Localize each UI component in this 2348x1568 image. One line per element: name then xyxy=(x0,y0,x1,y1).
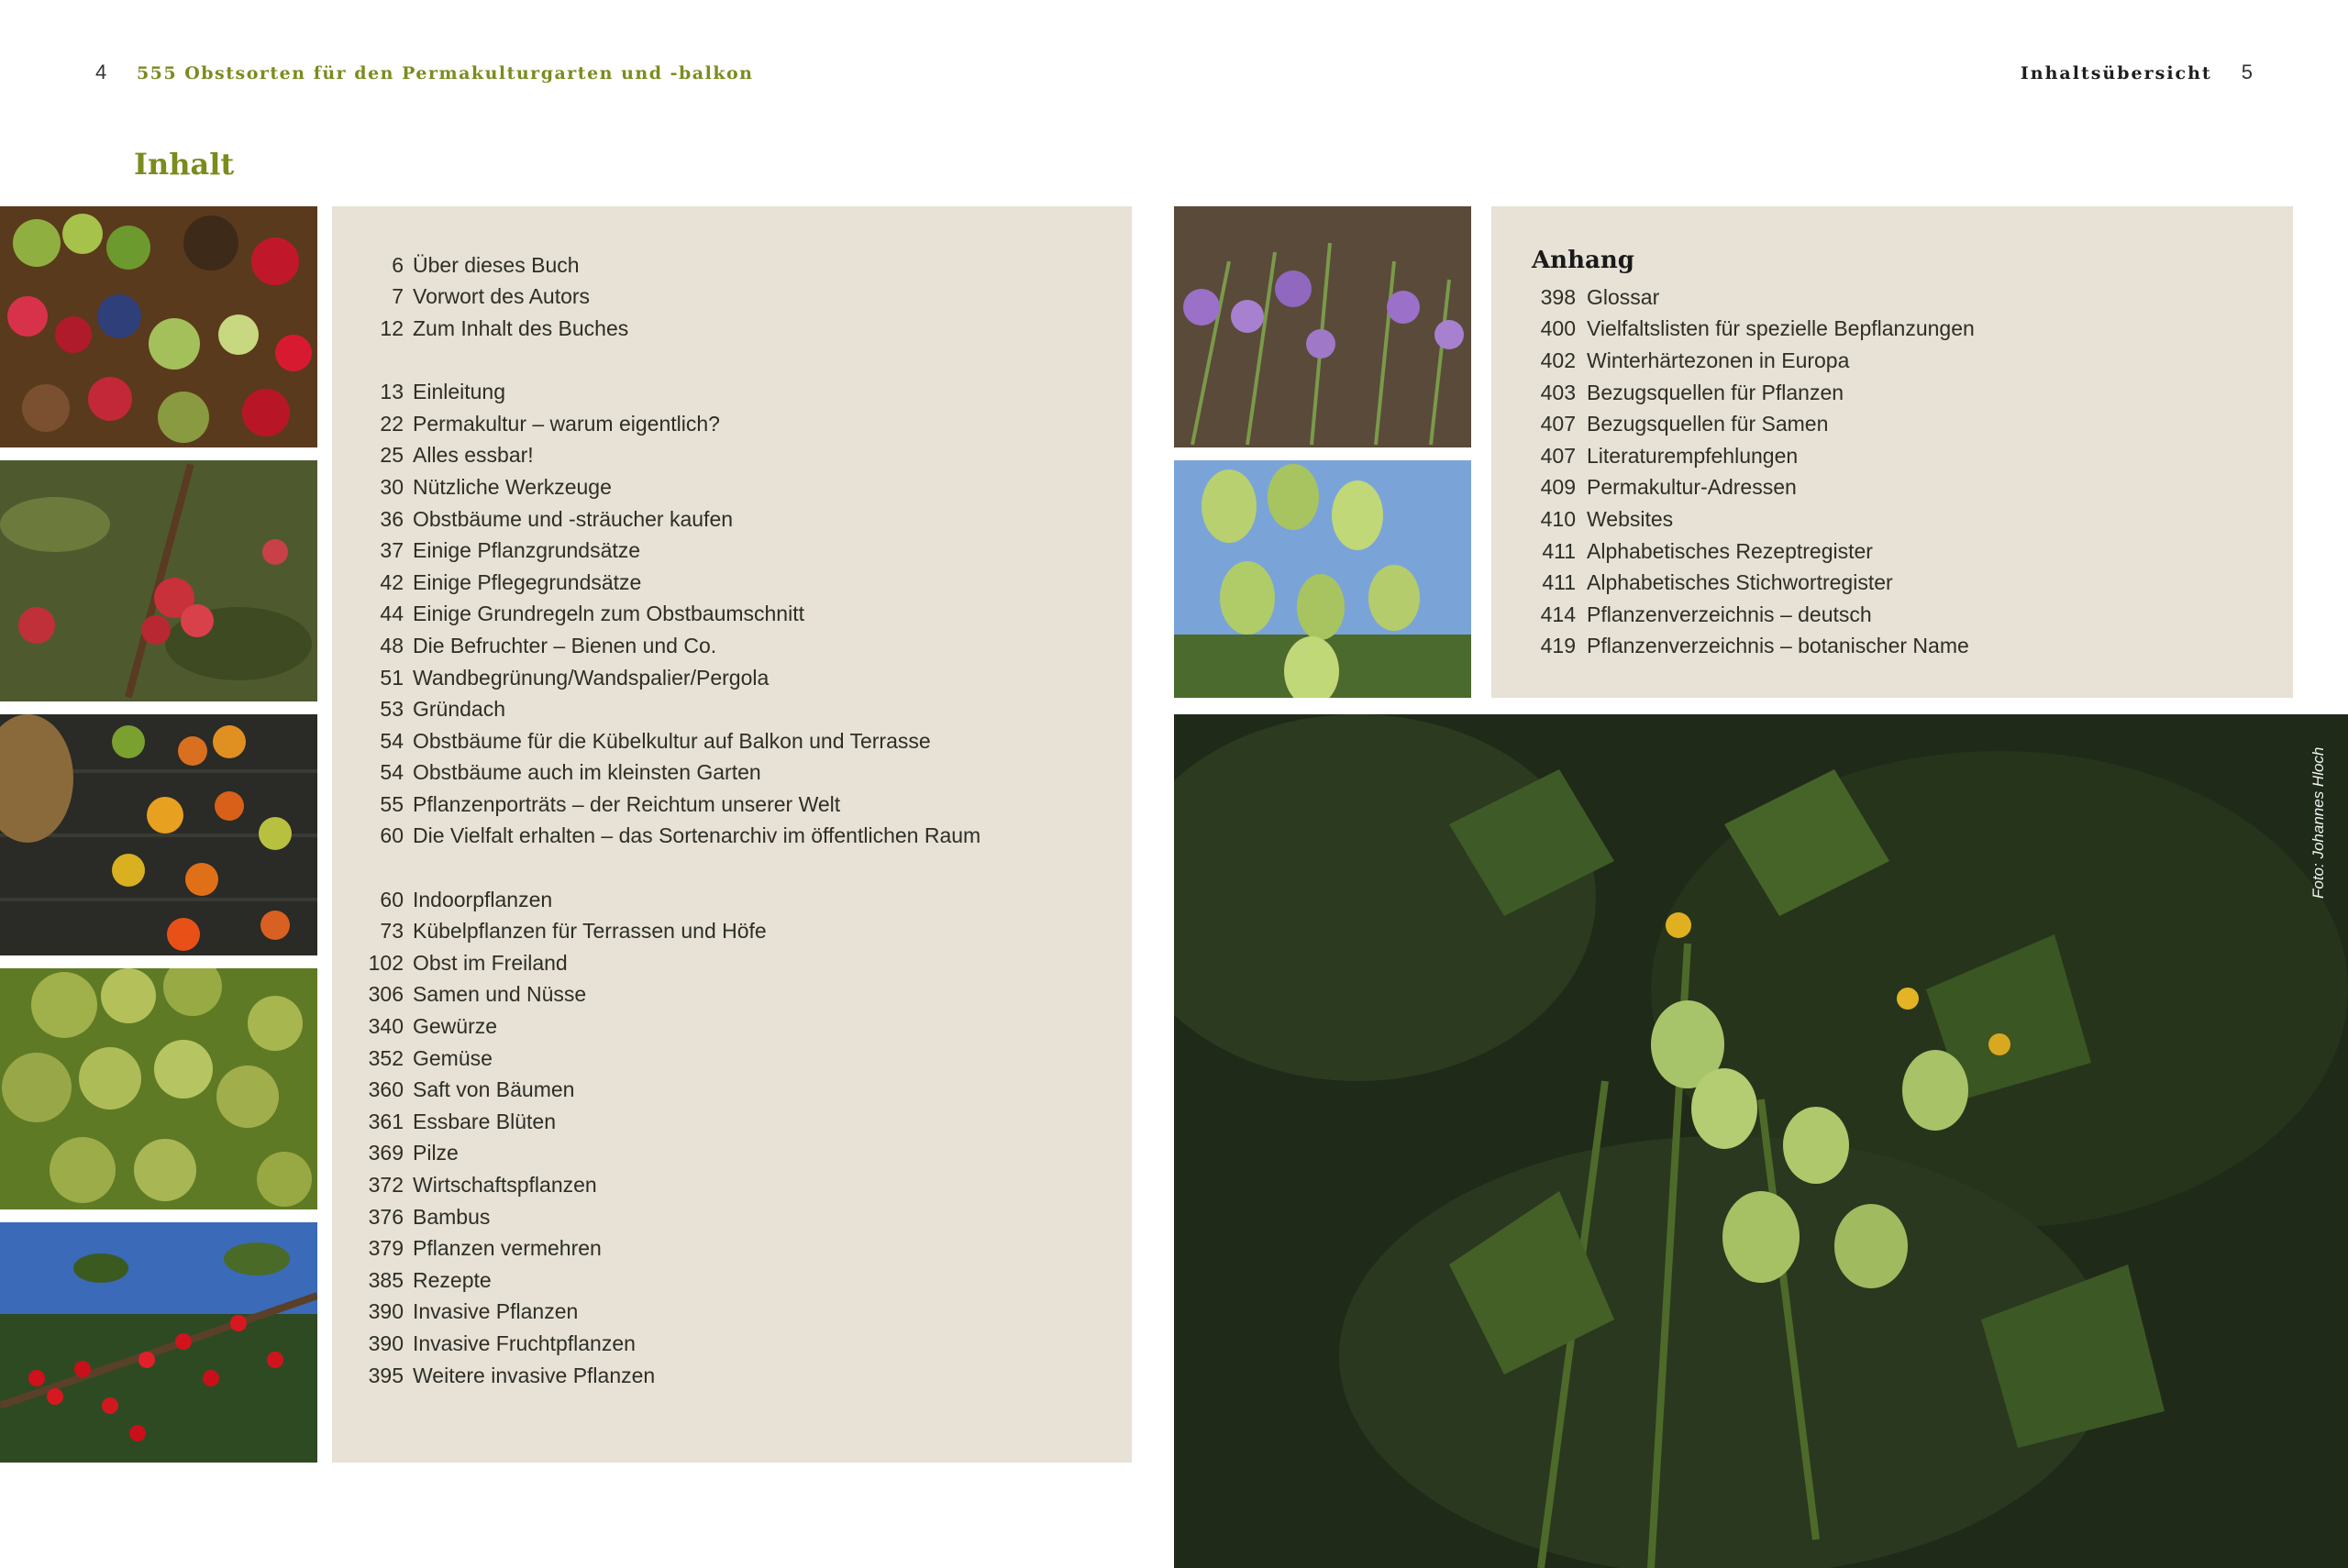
toc-page-number: 419 xyxy=(1540,634,1576,658)
toc-page-number: 60 xyxy=(380,823,404,848)
toc-entry xyxy=(1491,536,1975,568)
toc-entry-title: Gemüse xyxy=(413,1045,493,1070)
toc-entry-title: Gewürze xyxy=(413,1014,498,1039)
toc-page-number: 376 xyxy=(368,1204,404,1229)
page-number-right: 5 xyxy=(2241,61,2253,83)
toc-entry-title: Über dieses Buch xyxy=(413,252,580,277)
toc-entry xyxy=(1491,631,1975,663)
toc-entry-title: Pflanzen vermehren xyxy=(413,1236,602,1261)
toc-entry-title: Gründach xyxy=(413,697,506,722)
toc-entry-title: Vorwort des Autors xyxy=(413,284,591,309)
toc-entry-title: Saft von Bäumen xyxy=(413,1077,575,1102)
toc-page-number: 398 xyxy=(1540,284,1576,309)
toc-entry xyxy=(332,1106,980,1138)
toc-entry xyxy=(332,979,980,1011)
toc-entry-title: Alphabetisches Rezeptregister xyxy=(1587,538,1873,563)
toc-entry xyxy=(332,821,980,853)
toc-entry-title: Zum Inhalt des Buches xyxy=(413,315,629,340)
toc-entry xyxy=(332,1169,980,1201)
running-header-left xyxy=(95,61,753,84)
photo-apple-branch xyxy=(0,460,317,701)
toc-page-number: 25 xyxy=(380,443,404,468)
toc-entry xyxy=(332,567,980,599)
photo-physalis-plant xyxy=(1174,714,2348,1568)
toc-entry xyxy=(332,535,980,567)
toc-entry xyxy=(332,1043,980,1075)
toc-page-number: 390 xyxy=(368,1331,404,1355)
toc-entry-title: Einleitung xyxy=(413,380,506,404)
toc-page-number: 403 xyxy=(1540,380,1576,404)
toc-entry xyxy=(332,471,980,503)
toc-page-number: 6 xyxy=(392,252,404,277)
toc-page-number: 7 xyxy=(392,284,404,309)
toc-page-number: 361 xyxy=(368,1109,404,1133)
toc-entry-title: Permakultur-Adressen xyxy=(1587,475,1797,500)
toc-entry xyxy=(332,1297,980,1329)
toc-entry xyxy=(332,693,980,725)
toc-entry-title: Pflanzenverzeichnis – deutsch xyxy=(1587,602,1872,626)
toc-entry xyxy=(332,630,980,662)
photo-credit: Foto: Johannes Hloch xyxy=(2309,746,2327,899)
toc-page-number: 411 xyxy=(1542,570,1576,595)
toc-page-number: 360 xyxy=(368,1077,404,1102)
toc-entry-title: Pilze xyxy=(413,1141,459,1165)
toc-entry-title: Die Vielfalt erhalten – das Sortenarchiv im öffentlichen Raum xyxy=(413,823,981,848)
toc-entry-title: Nützliche Werkzeuge xyxy=(413,474,612,499)
toc-entry xyxy=(332,662,980,694)
toc-page-number: 379 xyxy=(368,1236,404,1261)
toc-entry xyxy=(1491,503,1975,536)
toc-main-panel xyxy=(332,206,1132,1463)
toc-page-number: 372 xyxy=(368,1173,404,1198)
toc-page-number: 369 xyxy=(368,1141,404,1165)
toc-page-number: 395 xyxy=(368,1363,404,1387)
photo-fruit-on-table xyxy=(0,714,317,955)
toc-entry xyxy=(1491,282,1975,314)
toc-entry xyxy=(332,947,980,979)
toc-appendix-list xyxy=(1491,282,1975,662)
toc-entry-title: Alphabetisches Stichwortregister xyxy=(1587,570,1893,595)
toc-entry xyxy=(332,503,980,536)
toc-entry xyxy=(332,599,980,631)
toc-entry xyxy=(1491,345,1975,377)
toc-page-number: 340 xyxy=(368,1014,404,1039)
toc-page-number: 30 xyxy=(380,474,404,499)
toc-entry xyxy=(332,282,980,314)
photo-crocus xyxy=(1174,206,1471,447)
photo-hops xyxy=(1174,460,1471,698)
appendix-title: Anhang xyxy=(1532,247,1634,274)
toc-entry xyxy=(332,376,980,408)
toc-entry xyxy=(1491,472,1975,504)
toc-entry xyxy=(332,1074,980,1106)
toc-entry-title: Literaturempfehlungen xyxy=(1587,443,1799,468)
toc-entry xyxy=(332,1201,980,1233)
toc-page-number: 60 xyxy=(380,887,404,911)
running-header-right xyxy=(2021,61,2253,84)
toc-page-number: 402 xyxy=(1540,348,1576,372)
toc-entry xyxy=(332,915,980,947)
toc-page-number: 37 xyxy=(380,538,404,563)
toc-entry xyxy=(332,725,980,757)
toc-entry-title: Invasive Pflanzen xyxy=(413,1299,579,1324)
toc-entry-title: Einige Grundregeln zum Obstbaumschnitt xyxy=(413,602,804,626)
toc-page-number: 54 xyxy=(380,728,404,753)
toc-page-number: 407 xyxy=(1540,412,1576,436)
toc-page-number: 53 xyxy=(380,697,404,722)
toc-entry-title: Bezugsquellen für Samen xyxy=(1587,412,1829,436)
toc-entry-title: Weitere invasive Pflanzen xyxy=(413,1363,656,1387)
toc-page-number: 54 xyxy=(380,760,404,785)
book-title: 555 Obstsorten für den Permakulturgarten und -balkon xyxy=(136,63,754,83)
toc-entry xyxy=(1491,314,1975,346)
toc-entry xyxy=(332,1264,980,1297)
toc-entry xyxy=(1491,408,1975,440)
toc-entry-title: Websites xyxy=(1587,506,1674,531)
toc-entry xyxy=(1491,377,1975,409)
toc-entry-title: Samen und Nüsse xyxy=(413,982,587,1007)
toc-entry-title: Kübelpflanzen für Terrassen und Höfe xyxy=(413,919,767,944)
toc-entry xyxy=(1491,440,1975,472)
toc-page-number: 409 xyxy=(1540,475,1576,500)
toc-entry-title: Wandbegrünung/Wandspalier/Pergola xyxy=(413,665,770,690)
photo-gooseberries xyxy=(0,968,317,1209)
toc-page-number: 407 xyxy=(1540,443,1576,468)
toc-entry-title: Pflanzenporträts – der Reichtum unserer Welt xyxy=(413,791,841,816)
toc-entry-title: Obstbäume auch im kleinsten Garten xyxy=(413,760,761,785)
toc-page-number: 102 xyxy=(368,950,404,975)
toc-page-number: 55 xyxy=(380,791,404,816)
section-title: Inhalt xyxy=(134,147,235,182)
toc-entry-title: Glossar xyxy=(1587,284,1660,309)
toc-page-number: 73 xyxy=(380,919,404,944)
toc-entry-title: Pflanzenverzeichnis – botanischer Name xyxy=(1587,634,1969,658)
toc-entry-title: Wirtschaftspflanzen xyxy=(413,1173,597,1198)
toc-entry-title: Permakultur – warum eigentlich? xyxy=(413,411,720,436)
toc-page-number: 414 xyxy=(1540,602,1576,626)
toc-entry xyxy=(332,1360,980,1392)
toc-entry xyxy=(332,757,980,790)
toc-page-number: 36 xyxy=(380,506,404,531)
toc-page-number: 410 xyxy=(1540,506,1576,531)
toc-entry-title: Bezugsquellen für Pflanzen xyxy=(1587,380,1844,404)
toc-main-list xyxy=(332,249,980,1391)
toc-entry-title: Bambus xyxy=(413,1204,491,1229)
toc-page-number: 352 xyxy=(368,1045,404,1070)
toc-page-number: 390 xyxy=(368,1299,404,1324)
photo-fruit-mix xyxy=(0,206,317,447)
toc-entry-title: Winterhärtezonen in Europa xyxy=(1587,348,1850,372)
toc-page-number: 22 xyxy=(380,411,404,436)
toc-page-number: 51 xyxy=(380,665,404,690)
toc-entry xyxy=(332,1328,980,1360)
toc-page-number: 12 xyxy=(380,315,404,340)
toc-entry xyxy=(1491,599,1975,631)
toc-appendix-panel xyxy=(1491,206,2293,698)
toc-page-number: 306 xyxy=(368,982,404,1007)
toc-entry-title: Obstbäume für die Kübelkultur auf Balkon und Terrasse xyxy=(413,728,931,753)
toc-entry-title: Invasive Fruchtpflanzen xyxy=(413,1331,636,1355)
toc-entry xyxy=(332,1138,980,1170)
toc-entry-title: Einige Pflanzgrundsätze xyxy=(413,538,641,563)
toc-page-number: 411 xyxy=(1542,538,1576,563)
toc-page-number: 44 xyxy=(380,602,404,626)
toc-page-number: 400 xyxy=(1540,316,1576,341)
toc-entry-title: Rezepte xyxy=(413,1267,492,1292)
toc-entry-title: Vielfaltslisten für spezielle Bepflanzungen xyxy=(1587,316,1975,341)
toc-entry-title: Obst im Freiland xyxy=(413,950,568,975)
photo-red-berries xyxy=(0,1222,317,1463)
chapter-title: Inhaltsübersicht xyxy=(2020,63,2212,83)
toc-entry xyxy=(332,1010,980,1043)
toc-page-number: 42 xyxy=(380,569,404,594)
toc-entry-title: Alles essbar! xyxy=(413,443,534,468)
toc-page-number: 385 xyxy=(368,1267,404,1292)
toc-entry-title: Einige Pflegegrundsätze xyxy=(413,569,642,594)
toc-entry xyxy=(332,313,980,345)
page-number-left: 4 xyxy=(95,61,107,83)
toc-entry xyxy=(1491,567,1975,599)
toc-entry xyxy=(332,1232,980,1264)
toc-entry-title: Indoorpflanzen xyxy=(413,887,553,911)
toc-entry-title: Obstbäume und -sträucher kaufen xyxy=(413,506,734,531)
toc-page-number: 48 xyxy=(380,633,404,657)
toc-entry-title: Die Befruchter – Bienen und Co. xyxy=(413,633,717,657)
toc-entry xyxy=(332,884,980,916)
toc-entry xyxy=(332,249,980,282)
toc-entry-title: Essbare Blüten xyxy=(413,1109,556,1133)
toc-page-number: 13 xyxy=(380,380,404,404)
toc-entry xyxy=(332,408,980,440)
toc-entry xyxy=(332,440,980,472)
toc-entry xyxy=(332,789,980,821)
